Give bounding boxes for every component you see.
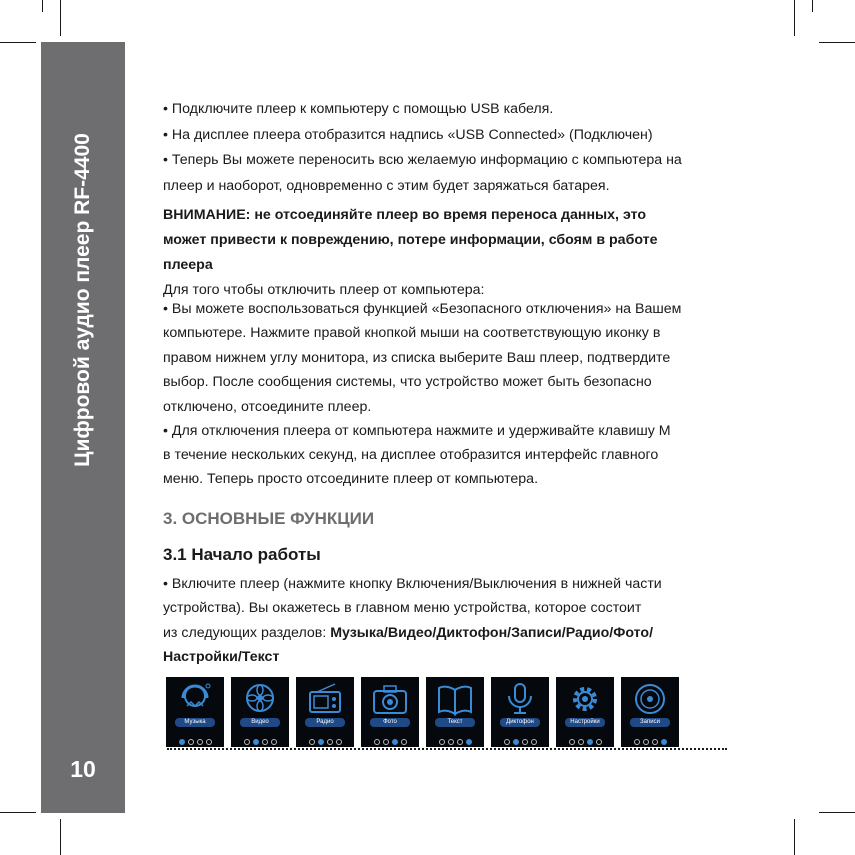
menu-tile-settings (556, 677, 614, 747)
crop-mark (794, 819, 795, 855)
menu-label: Фото (370, 718, 410, 727)
film-reel-icon (242, 682, 278, 716)
menu-tile-video (231, 677, 289, 747)
paragraph-line: выбор. После сообщения системы, что устройство может быть безопасно (163, 374, 652, 390)
menu-tile-records (621, 677, 679, 747)
menu-tile-radio (296, 677, 354, 747)
dotted-leader (167, 738, 727, 750)
crop-mark (60, 819, 61, 855)
paragraph-line: • Теперь Вы можете переносить всю желаемую информацию с компьютера на (163, 152, 682, 168)
paragraph-line: плеер и наоборот, одновременно с этим будет заряжаться батарея. (163, 178, 610, 194)
menu-label: Радио (305, 718, 345, 727)
menu-tile-recorder (491, 677, 549, 747)
menu-label: Видео (240, 718, 280, 727)
menu-label: Текст (435, 718, 475, 727)
paragraph-line: Для того чтобы отключить плеер от компьютера: (163, 282, 485, 298)
crop-mark (819, 42, 855, 43)
crop-mark (42, 0, 43, 12)
menu-label: Записи (630, 718, 670, 727)
paragraph-line: • Для отключения плеера от компьютера нажмите и удерживайте клавишу М (163, 423, 671, 439)
crop-mark (794, 0, 795, 36)
gear-icon (567, 682, 603, 716)
paragraph-line: устройства). Вы окажетесь в главном меню устройства, которое состоит (163, 600, 642, 616)
warning-line: ВНИМАНИЕ: не отсоединяйте плеер во время переноса данных, это (163, 207, 647, 223)
paragraph-text: из следующих разделов: (163, 625, 331, 641)
sidebar-title: Цифровой аудио плеер RF-4400 (71, 133, 94, 467)
disc-icon (632, 682, 668, 716)
paragraph-line: • Вы можете воспользоваться функцией «Безопасного отключения» на Вашем (163, 301, 682, 317)
paragraph-line: отключено, отсоедините плеер. (163, 399, 372, 415)
warning-line: может привести к повреждению, потере информации, сбоям в работе (163, 232, 658, 248)
crop-mark (0, 42, 36, 43)
menu-label: Настройки (565, 718, 605, 727)
menu-tile-photo (361, 677, 419, 747)
paragraph-line (163, 624, 653, 642)
book-icon (437, 682, 473, 716)
crop-mark (60, 0, 61, 36)
microphone-icon (502, 682, 538, 716)
crop-mark (0, 812, 36, 813)
camera-icon (372, 682, 408, 716)
radio-icon (307, 682, 343, 716)
sections-list: Настройки/Текст (163, 649, 280, 665)
crop-mark (819, 812, 855, 813)
page-number: 10 (70, 756, 96, 782)
headphones-person-icon (177, 682, 213, 716)
warning-line: плеера (163, 257, 213, 273)
menu-tile-music (166, 677, 224, 747)
paragraph-line: компьютере. Нажмите правой кнопкой мыши на соответствующую иконку в (163, 325, 661, 341)
sections-list: Музыка/Видео/Диктофон/Записи/Радио/Фото/ (330, 625, 654, 641)
paragraph-line: • Подключите плеер к компьютеру с помощью USB кабеля. (163, 101, 554, 117)
paragraph-line: в течение нескольких секунд, на дисплее отобразится интерфейс главного (163, 447, 659, 463)
subsection-heading: 3.1 Начало работы (163, 545, 321, 564)
crop-mark (812, 0, 813, 12)
section-heading: 3. ОСНОВНЫЕ ФУНКЦИИ (163, 509, 375, 528)
menu-tile-text (426, 677, 484, 747)
menu-label: Музыка (175, 718, 215, 727)
menu-label: Диктофон (500, 718, 540, 727)
paragraph-line: меню. Теперь просто отсоедините плеер от компьютера. (163, 471, 539, 487)
paragraph-line: правом нижнем углу монитора, из списка выберите Ваш плеер, подтвердите (163, 350, 671, 366)
paragraph-line: • На дисплее плеера отобразится надпись «USB Connected» (Подключен) (163, 127, 653, 143)
paragraph-line: • Включите плеер (нажмите кнопку Включения/Выключения в нижней части (163, 576, 662, 592)
